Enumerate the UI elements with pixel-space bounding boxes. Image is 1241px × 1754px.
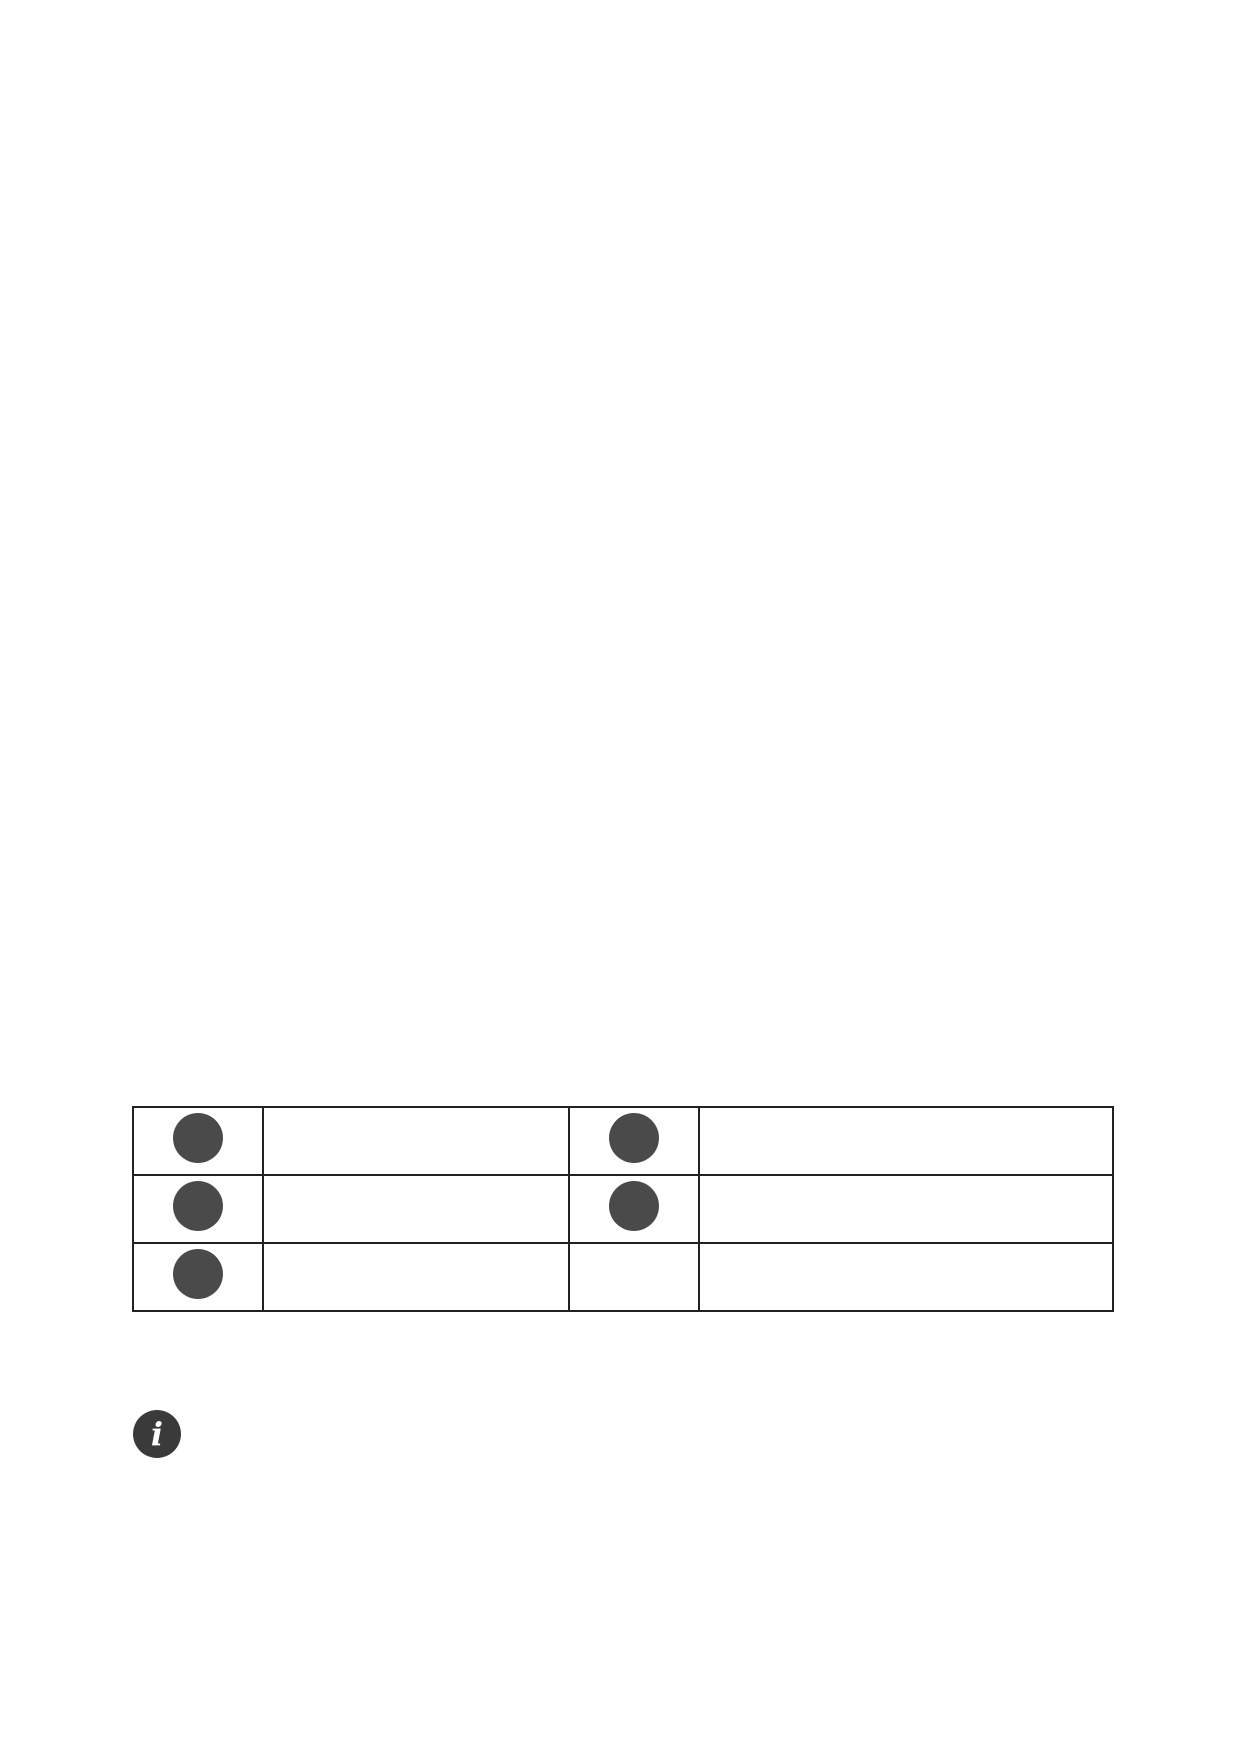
legend-label [699,1175,1113,1243]
legend-number-1 [173,1113,223,1163]
table-row [133,1175,1113,1243]
legend-number-3 [173,1181,223,1231]
legend-number-4 [609,1181,659,1231]
legend-label [699,1107,1113,1175]
legend-label [263,1175,569,1243]
legend-label [263,1107,569,1175]
legend-label [263,1243,569,1311]
table-row [133,1107,1113,1175]
legend-empty-cell [569,1243,699,1311]
legend-table [132,1106,1114,1312]
legend-empty-cell [699,1243,1113,1311]
table-row [133,1243,1113,1311]
legend-number-2 [609,1113,659,1163]
legend-number-5 [173,1249,223,1299]
info-icon: i [133,1410,181,1458]
